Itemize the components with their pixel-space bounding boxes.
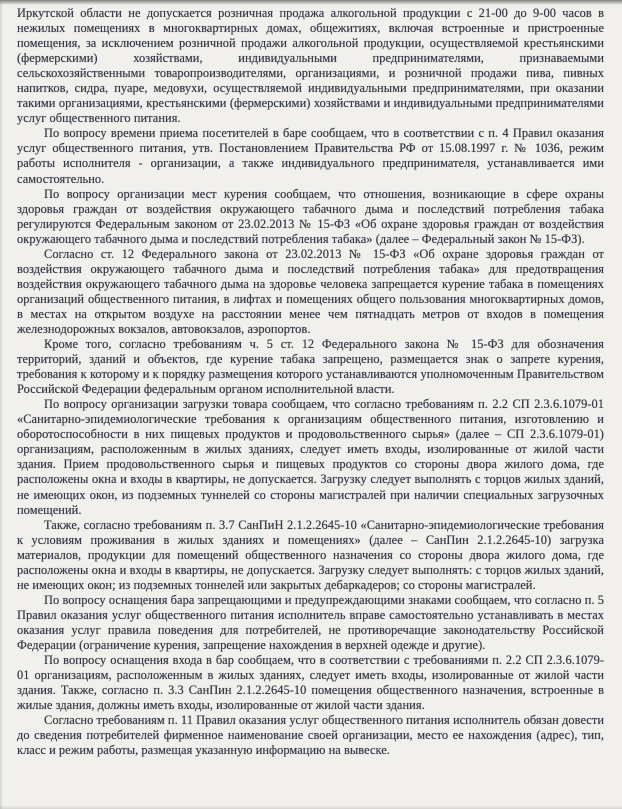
scan-edge-top-artifact	[0, 0, 622, 5]
paragraph-loading-sanpin: Также, согласно требованиям п. 3.7 СанПиН 2.1.2.2645-10 «Санитарно-эпидемиологические требования к условиям проживания в жилых зданиях и помещениях» (далее – СанПин 2.1.2.2645-10) загрузка материалов, продукции для помещений общественного назначения со стороны двора жилого дома, где расположены окна и входы в квартиры, не допускается. Загрузку следует выполнять: с торцов жилых зданий, не имеющих окон; из подземных тоннелей или закрытых дебаркадеров; со стороны магистралей.	[17, 517, 604, 592]
paragraph-signboard-information: Согласно требованиям п. 11 Правил оказания услуг общественного питания исполнитель обязан довести до сведения потребителей фирменное наименование своей организации, место ее нахождения (адрес), тип, класс и режим работы, размещая указанную информацию на вывеске.	[17, 713, 604, 758]
paragraph-goods-loading-sp: По вопросу организации загрузки товара сообщаем, что согласно требованиям п. 2.2 СП 2.3.6.1079-01 «Санитарно-эпидемиологические требования к организациям общественного питания, изготовлению и оборотоспособности в них пищевых продуктов и продовольственного сырья» (далее – СП 2.3.6.1079-01) организациям, расположенным в жилых зданиях, следует иметь входы, изолированные от жилой части здания. Прием продовольственного сырья и пищевых продуктов со стороны двора жилого дома, где расположены окна и входы в квартиры, не допускается. Загрузку следует выполнять с торцов жилых зданий, не имеющих окон, из подземных туннелей со стороны магистралей при наличии специальных загрузочных помещений.	[17, 397, 604, 517]
scan-edge-bottom-artifact	[0, 805, 622, 809]
paragraph-prohibitory-warning-signs: По вопросу оснащения бара запрещающими и предупреждающими знаками сообщаем, что согласно п. 5 Правил оказания услуг общественного питания исполнитель вправе самостоятельно устанавливать в местах оказания услуг правила поведения для потребителей, не противоречащие законодательству Российской Федерации (ограничение курения, запрещение нахождения в верхней одежде и другие).	[17, 592, 604, 652]
paragraph-bar-entrance-requirements: По вопросу оснащения входа в бар сообщаем, что в соответствии с требованиями п. 2.2 СП 2.3.6.1079-01 организациям, расположенным в жилых зданиях, следует иметь входы, изолированные от жилой части здания. Также, согласно п. 3.3 СанПин 2.1.2.2645-10 помещения общественного назначения, встроенные в жилые здания, должны иметь входы, изолированные от жилой части здания.	[17, 653, 604, 713]
paragraph-smoking-areas-law: По вопросу организации мест курения сообщаем, что отношения, возникающие в сфере охраны здоровья граждан от воздействия окружающего табачного дыма и последствий потребления табака регулируются Федеральным законом от 23.02.2013 № 15-ФЗ «Об охране здоровья граждан от воздействия окружающего табачного дыма и последствий потребления табака» (далее – Федеральный закон № 15-ФЗ).	[17, 186, 604, 246]
paragraph-no-smoking-sign: Кроме того, согласно требованиям ч. 5 ст. 12 Федерального закона № 15-ФЗ для обозначения территорий, зданий и объектов, где курение табака запрещено, размещается знак о запрете курения, требования к которому и к порядку размещения которого устанавливаются уполномоченным Правительством Российской Федерации федеральным органом исполнительной власти.	[17, 337, 604, 397]
paragraph-smoking-ban-article-12: Согласно ст. 12 Федерального закона от 23.02.2013 № 15-ФЗ «Об охране здоровья граждан от воздействия окружающего табачного дыма и последствий потребления табака» для предотвращения воздействия окружающего табачного дыма на здоровье человека запрещается курение табака в помещениях организаций общественного питания, в лифтах и помещениях общего пользования многоквартирных домов, в местах на открытом воздухе на расстоянии менее чем пятнадцать метров от входов в помещения железнодорожных вокзалов, автовокзалов, аэропортов.	[17, 246, 604, 336]
paragraph-alcohol-sale-restriction: Иркутской области не допускается розничная продажа алкогольной продукции с 21-00 до 9-00 часов в нежилых помещениях в многоквартирных домах, общежитиях, включая встроенные и пристроенные помещения, за исключением розничной продажи алкогольной продукции, осуществляемой крестьянскими (фермерскими) хозяйствами, индивидуальными предпринимателями, признаваемыми сельскохозяйственными товаропроизводителями, организациями, и розничной продажи пива, пивных напитков, сидра, пуаре, медовухи, осуществляемой индивидуальными предпринимателями, при оказании такими организациями, крестьянскими (фермерскими) хозяйствами и индивидуальными предпринимателями услуг общественного питания.	[17, 6, 604, 126]
scan-edge-left-artifact	[0, 0, 3, 809]
paragraph-bar-visiting-hours: По вопросу времени приема посетителей в баре сообщаем, что в соответствии с п. 4 Правил оказания услуг общественного питания, утв. Постановлением Правительства РФ от 15.08.1997 г. № 1036, режим работы исполнителя - организации, а также индивидуального предпринимателя, устанавливается ими самостоятельно.	[17, 126, 604, 186]
document-text-block	[17, 6, 604, 758]
